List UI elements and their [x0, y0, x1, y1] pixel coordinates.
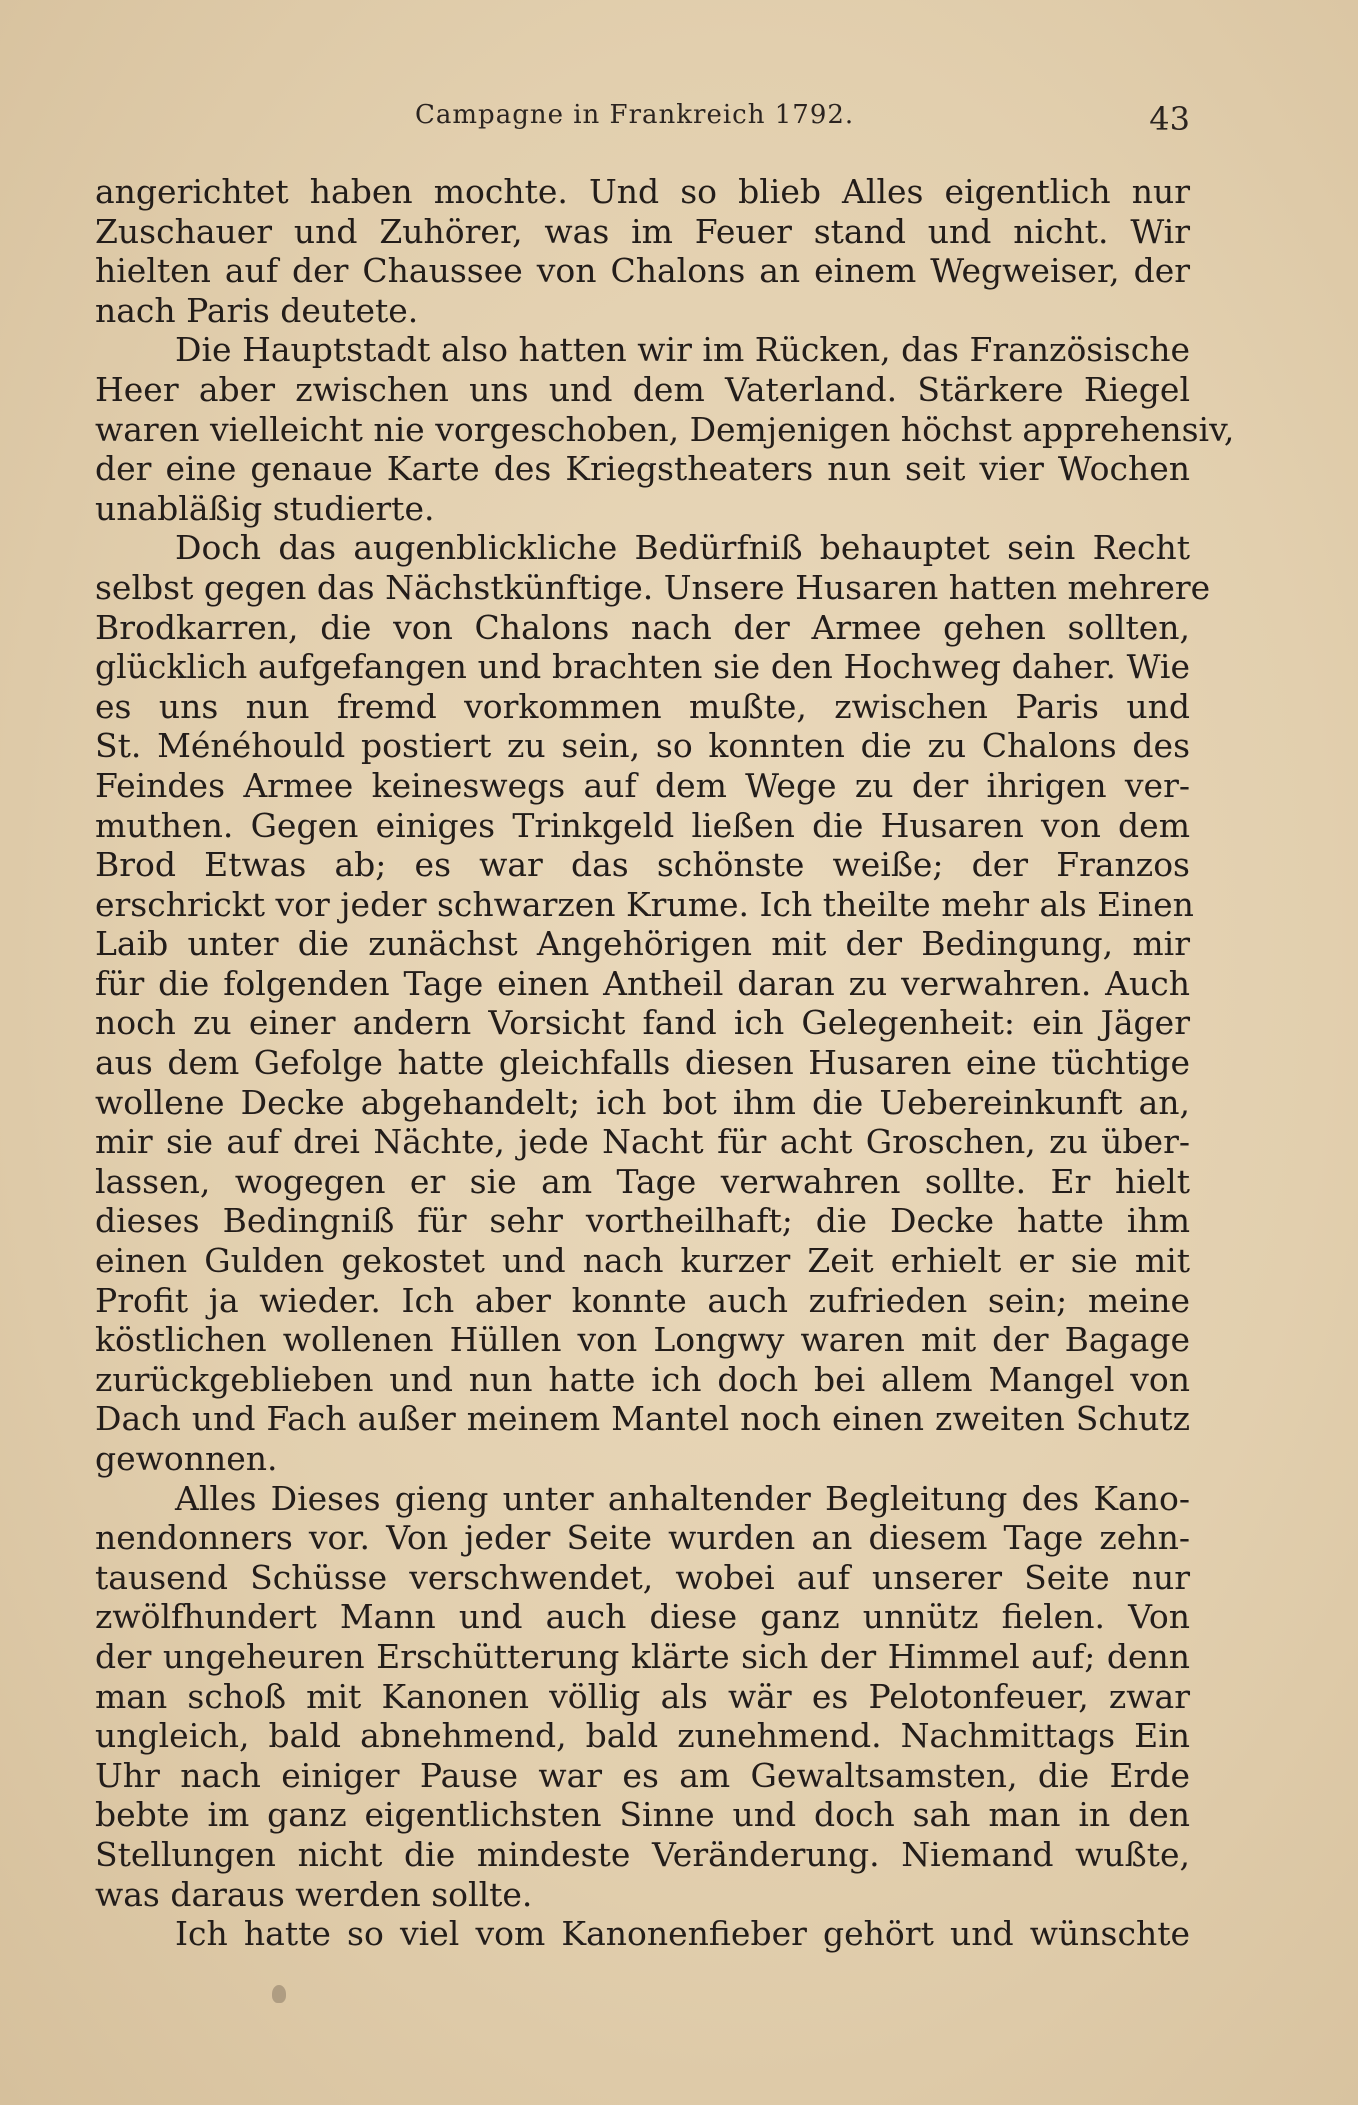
text-line: Feindes Armee keineswegs auf dem Wege zu der ihrigen ver- — [95, 765, 1190, 805]
text-line: für die folgenden Tage einen Antheil daran zu verwahren. Auch — [95, 963, 1190, 1003]
text-line: wollene Decke abgehandelt; ich bot ihm die Uebereinkunft an, — [95, 1082, 1190, 1122]
text-line: Laib unter die zunächst Angehörigen mit der Bedingung, mir — [95, 924, 1190, 964]
text-line: waren vielleicht nie vorgeschoben, Demjenigen höchst apprehensiv, — [95, 409, 1235, 449]
text-line: muthen. Gegen einiges Trinkgeld ließen die Husaren von dem — [95, 805, 1190, 845]
text-line: Alles Dieses gieng unter anhaltender Begleitung des Kano- — [175, 1478, 1190, 1518]
text-line: köstlichen wollenen Hüllen von Longwy waren mit der Bagage — [95, 1320, 1190, 1360]
text-line: noch zu einer andern Vorsicht fand ich Gelegenheit: ein Jäger — [95, 1003, 1190, 1043]
paragraph — [95, 172, 1190, 330]
body-text — [95, 172, 1235, 1954]
running-title: Campagne in Frankreich 1792. — [415, 100, 855, 130]
text-line: Zuschauer und Zuhörer, was im Feuer stand und nicht. Wir — [95, 211, 1190, 251]
text-line: unabläßig studierte. — [95, 488, 435, 528]
text-line: Dach und Fach außer meinem Mantel noch einen zweiten Schutz — [95, 1399, 1190, 1439]
text-line: es uns nun fremd vorkommen mußte, zwischen Paris und — [95, 686, 1190, 726]
text-line: erschrickt vor jeder schwarzen Krume. Ich theilte mehr als Einen — [95, 884, 1194, 924]
paper-speck — [272, 1985, 286, 2003]
text-line: mir sie auf drei Nächte, jede Nacht für acht Groschen, zu über- — [95, 1122, 1190, 1162]
text-line: nendonners vor. Von jeder Seite wurden an diesem Tage zehn- — [95, 1518, 1190, 1558]
text-line: glücklich aufgefangen und brachten sie den Hochweg daher. Wie — [95, 647, 1190, 687]
text-line: zurückgeblieben und nun hatte ich doch bei allem Mangel von — [95, 1359, 1190, 1399]
text-line: dieses Bedingniß für sehr vortheilhaft; die Decke hatte ihm — [95, 1201, 1190, 1241]
text-line: hielten auf der Chaussee von Chalons an einem Wegweiser, der — [95, 251, 1190, 291]
text-line: Heer aber zwischen uns und dem Vaterland. Stärkere Riegel — [95, 369, 1190, 409]
text-line: bebte im ganz eigentlichsten Sinne und doch sah man in den — [95, 1795, 1190, 1835]
text-line: angerichtet haben mochte. Und so blieb Alles eigentlich nur — [95, 172, 1190, 211]
text-line: lassen, wogegen er sie am Tage verwahren sollte. Er hielt — [95, 1161, 1190, 1201]
text-line: Ich hatte so viel vom Kanonenfieber gehört und wünschte — [175, 1914, 1190, 1954]
text-line: Profit ja wieder. Ich aber konnte auch zufrieden sein; meine — [95, 1280, 1190, 1320]
page-number: 43 — [1149, 100, 1190, 138]
text-line: selbst gegen das Nächstkünftige. Unsere Husaren hatten mehrere — [95, 567, 1211, 607]
text-line: Uhr nach einiger Pause war es am Gewaltsamsten, die Erde — [95, 1755, 1190, 1795]
text-line: was daraus werden sollte. — [95, 1874, 533, 1914]
text-line: man schoß mit Kanonen völlig als wär es Pelotonfeuer, zwar — [95, 1676, 1190, 1716]
text-line: Die Hauptstadt also hatten wir im Rücken, das Französische — [175, 330, 1190, 370]
text-line: Stellungen nicht die mindeste Veränderung. Niemand wußte, — [95, 1834, 1190, 1874]
text-line: nach Paris deutete. — [95, 290, 419, 330]
text-line: tausend Schüsse verschwendet, wobei auf unserer Seite nur — [95, 1557, 1190, 1597]
text-line: zwölfhundert Mann und auch diese ganz unnütz fielen. Von — [95, 1597, 1190, 1637]
text-line: Brod Etwas ab; es war das schönste weiße; der Franzos — [95, 845, 1190, 885]
text-line: St. Ménéhould postiert zu sein, so konnten die zu Chalons des — [95, 726, 1190, 766]
paragraph — [95, 1914, 1190, 1954]
text-line: einen Gulden gekostet und nach kurzer Zeit erhielt er sie mit — [95, 1241, 1190, 1281]
text-line: Brodkarren, die von Chalons nach der Armee gehen sollten, — [95, 607, 1190, 647]
text-line: gewonnen. — [95, 1439, 278, 1478]
text-line: Doch das augenblickliche Bedürfniß behauptet sein Recht — [175, 528, 1190, 568]
paragraph — [95, 528, 1211, 1478]
text-line: ungleich, bald abnehmend, bald zunehmend. Nachmittags Ein — [95, 1716, 1190, 1756]
paragraph — [95, 330, 1235, 528]
text-line: der eine genaue Karte des Kriegstheaters nun seit vier Wochen — [95, 449, 1190, 489]
paragraph — [95, 1479, 1190, 1915]
page-header — [95, 100, 1190, 140]
text-line: aus dem Gefolge hatte gleichfalls diesen Husaren eine tüchtige — [95, 1043, 1190, 1083]
text-line: der ungeheuren Erschütterung klärte sich der Himmel auf; denn — [95, 1636, 1190, 1676]
